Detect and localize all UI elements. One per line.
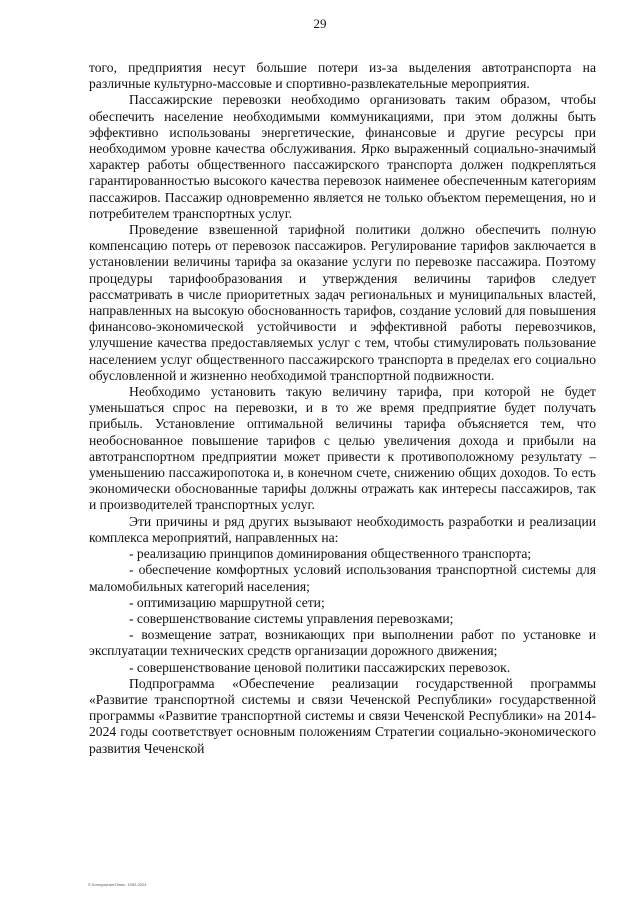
list-item: - совершенствование ценовой политики пассажирских перевозок.	[129, 659, 511, 675]
paragraph-passenger-transport: Пассажирские перевозки необходимо организовать таким образом, чтобы обеспечить население необходимыми коммуникациями, при этом должны быть эффективно использованы энергетические, финансовые и другие ресурсы при необходимом уровне качества обслуживания. Ярко выраженный социально-значимый характер работы общественного пассажирского транспорта должен подкрепляться гарантированностью высокого качества перевозок наименее обеспеченным категориям пассажиров. Пассажир одновременно является не только объектом перемещения, но и потребителем транспортных услуг.	[89, 92, 596, 221]
list-item: - оптимизацию маршрутной сети;	[129, 594, 325, 610]
footer-stamp: © КонсультантПлюс, 1992-2024	[88, 882, 147, 887]
list-item: - обеспечение комфортных условий использования транспортной системы для маломобильных категорий населения;	[89, 562, 596, 594]
list-item: - возмещение затрат, возникающих при выполнении работ по установке и эксплуатации технических средств организации дорожного движения;	[89, 627, 596, 659]
paragraph-tariff-policy: Проведение взвешенной тарифной политики должно обеспечить полную компенсацию потерь от перевозок пассажиров. Регулирование тарифов заключается в установлении величины тарифа за оказание услуги по перевозке пассажира. Поэтому процедуры тарифообразования и утверждения величины тарифов следует рассматривать в числе приоритетных задач региональных и муниципальных властей, направленных на высокую обоснованность тарифов, создание условий для повышения финансово-экономической устойчивости и эффективной работы перевозчиков, улучшение качества предоставляемых услуг с тем, чтобы стимулировать пользование населением услуг общественного пассажирского транспорта в пределах его социально обусловленной и жизненно необходимой транспортной подвижности.	[89, 222, 596, 383]
page-number: 29	[313, 16, 327, 31]
paragraph-continuation: того, предприятия несут большие потери из-за выделения автотранспорта на различные культурно-массовые и спортивно-развлекательные мероприятия.	[89, 60, 596, 92]
document-body	[89, 60, 596, 757]
paragraph-subprogram: Подпрограмма «Обеспечение реализации государственной программы «Развитие транспортной системы и связи Чеченской Республики» государственной программы «Развитие транспортной системы и связи Чеченской Республики» на 2014-2024 годы соответствует основным положениям Стратегии социально-экономического развития Чеченской	[89, 675, 596, 756]
list-item: - совершенствование системы управления перевозками;	[129, 610, 454, 626]
paragraph-tariff-value: Необходимо установить такую величину тарифа, при которой не будет уменьшаться спрос на перевозки, и в то же время предприятие будет получать прибыль. Установление оптимальной величины тарифа объясняется тем, что необоснованное повышение тарифов с целью увеличения дохода и прибыли на автотранспортном предприятии может привести к противоположному результату – уменьшению пассажиропотока и, в конечном счете, снижению общих доходов. То есть экономически обоснованные тарифы должны отражать как интересы пассажиров, так и производителей транспортных услуг.	[89, 384, 596, 513]
paragraph-measures-intro: Эти причины и ряд других вызывают необходимость разработки и реализации комплекса мероприятий, направленных на:	[89, 513, 596, 545]
list-item: - реализацию принципов доминирования общественного транспорта;	[129, 546, 532, 562]
